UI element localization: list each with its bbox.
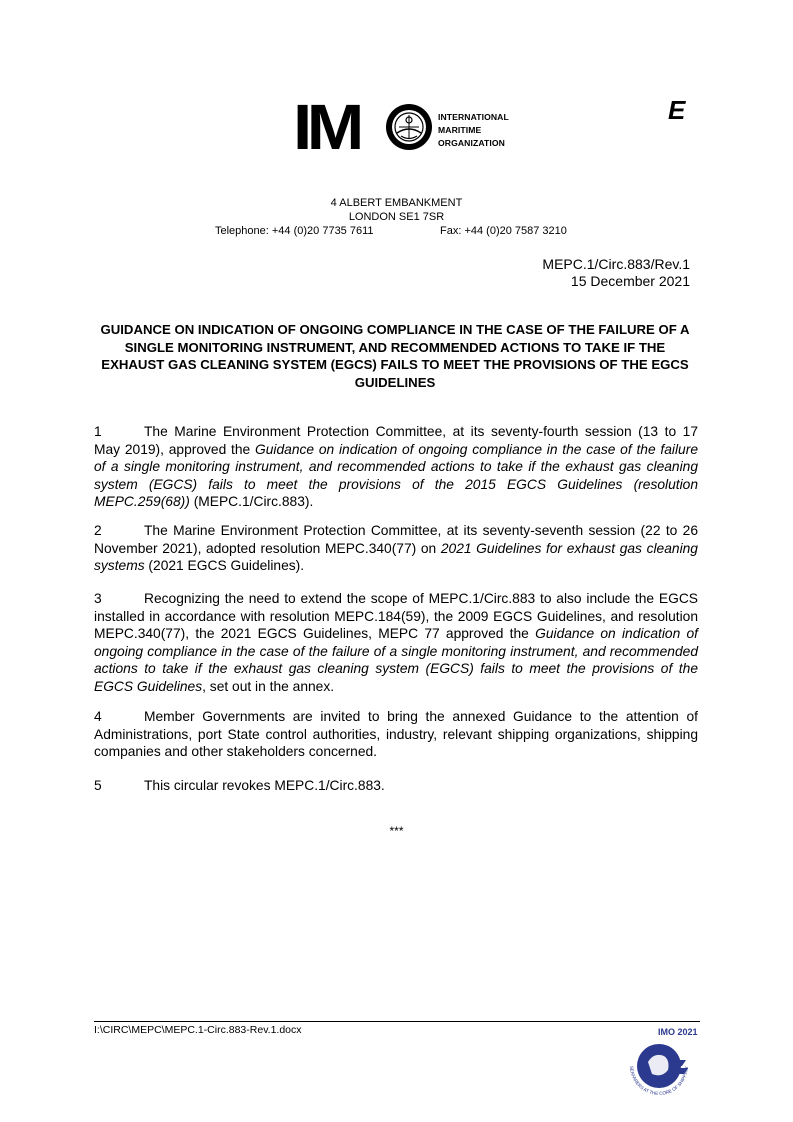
address-fax: Fax: +44 (0)20 7587 3210 — [440, 225, 567, 237]
anniversary-logo-slogan-path: SEAFARERS AT THE CORE OF SHIPPING' — [628, 1065, 690, 1097]
paragraph-number: 2 — [94, 523, 102, 538]
paragraph-text: Member Governments are invited to bring the annexed Guidance to the attention of Administrations, port State control authorities, industry, relevant shipping organizations, shipping companies and other stakeholders concerned. — [94, 709, 698, 759]
paragraph-text: The Marine Environment Protection Committee, at its seventy-fourth session (13 to 17 May 2019), approved the — [94, 424, 698, 457]
anniversary-logo-title: IMO 2021 — [658, 1027, 698, 1037]
section-separator: *** — [389, 824, 404, 838]
paragraph-text: (2021 EGCS Guidelines). — [144, 558, 305, 573]
language-letter: E — [668, 95, 686, 125]
document-date: 15 December 2021 — [570, 273, 690, 289]
imo-emblem-icon — [385, 103, 433, 151]
org-name-line: ORGANIZATION — [438, 138, 505, 148]
paragraph-italic-text: Guidance on indication of ongoing compliance in the case of the failure of a single monitoring instrument, and recommended actions to take if the exhaust gas cleaning system (EGCS) fails to meet the provisions of the EGCS Guidelines — [94, 626, 698, 694]
document-symbol: MEPC.1/Circ.883/Rev.1 — [542, 256, 690, 272]
paragraph — [94, 777, 698, 795]
address-city: LONDON SE1 7SR — [348, 211, 445, 223]
paragraph-italic-text: Guidance on indication of ongoing compliance in the case of the failure of a single monitoring instrument, and recommended actions to take if the exhaust gas cleaning system (EGCS) fails to meet the provisions of the 2015 EGCS Guidelines (resolution MEPC.259(68)) — [94, 441, 698, 509]
org-name-line: MARITIME — [438, 125, 482, 135]
paragraph-number: 1 — [94, 424, 102, 439]
paragraph — [94, 423, 698, 511]
imo-logo-wordmark — [293, 91, 359, 163]
logo-letter-m: M — [306, 91, 359, 163]
document-title: GUIDANCE ON INDICATION OF ONGOING COMPLIANCE IN THE CASE OF THE FAILURE OF A SINGLE MONITORING INSTRUMENT, AND RECOMMENDED ACTIONS TO TAKE IF THE EXHAUST GAS CLEANING SYSTEM (EGCS) FAILS TO MEET THE PROVISIONS OF THE EGCS GUIDELINES — [100, 322, 690, 390]
paragraph-text: This circular revokes MEPC.1/Circ.883. — [144, 778, 385, 793]
address-street: 4 ALBERT EMBANKMENT — [330, 197, 463, 209]
paragraph-text: , set out in the annex. — [202, 678, 335, 694]
paragraph-text: (MEPC.1/Circ.883). — [189, 494, 314, 509]
paragraph — [94, 522, 698, 575]
footer-file-path: I:\CIRC\MEPC\MEPC.1-Circ.883-Rev.1.docx — [94, 1024, 302, 1036]
paragraph-number: 3 — [94, 591, 102, 606]
paragraph-text: The Marine Environment Protection Committee, at its seventy-seventh session (22 to 26 November 2021), adopted resolution MEPC.340(77) on — [94, 523, 698, 556]
paragraph-number: 5 — [94, 778, 102, 793]
paragraph — [94, 708, 698, 761]
footer-divider — [94, 1021, 700, 1022]
organization-name — [438, 111, 509, 150]
paragraph-italic-text: 2021 Guidelines for exhaust gas cleaning systems — [94, 540, 698, 573]
imo-2021-anniversary-logo — [618, 1022, 700, 1104]
paragraph-text: Recognizing the need to extend the scope of MEPC.1/Circ.883 to also include the EGCS installed in accordance with resolution MEPC.184(59), the 2009 EGCS Guidelines, and resolution MEPC.340(77), the 2021 EGCS Guidelines, MEPC 77 approved the — [94, 591, 698, 641]
address-telephone: Telephone: +44 (0)20 7735 7611 — [215, 225, 374, 237]
logo-letter-i: I — [293, 91, 307, 163]
paragraph-number: 4 — [94, 709, 102, 724]
org-name-line: INTERNATIONAL — [438, 112, 509, 122]
paragraph — [94, 590, 698, 695]
